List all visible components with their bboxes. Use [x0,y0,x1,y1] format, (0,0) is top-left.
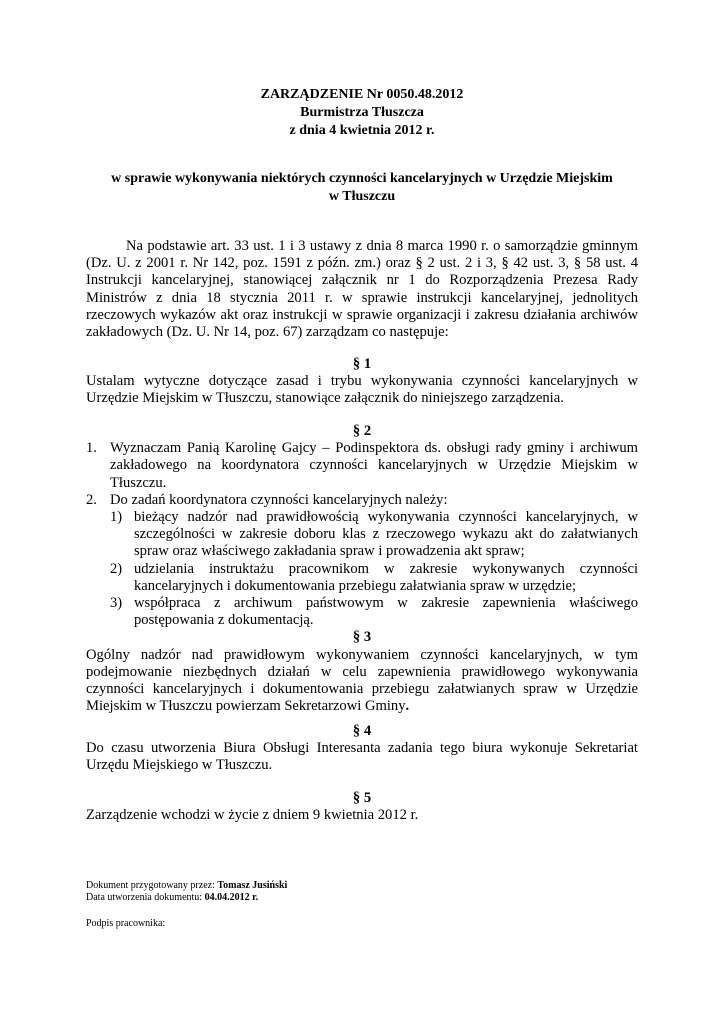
section-2-heading: § 2 [352,423,372,439]
section-5-text: Zarządzenie wchodzi w życie z dniem 9 kwietnia 2012 r. [86,807,419,824]
title-line-3: z dnia 4 kwietnia 2012 r. [289,123,435,138]
section-3-heading: § 3 [352,629,372,646]
prepared-by-label: Dokument przygotowany przez: [86,880,218,891]
section-3-text [86,647,638,716]
list-item-number: 2. [86,491,97,508]
document-footer [86,880,638,930]
document-subject [86,170,638,206]
created-date-line [86,892,638,904]
section-2 [86,423,638,715]
created-date-value: 04.04.2012 r. [204,892,259,903]
created-date-label: Data utworzenia dokumentu: [86,892,205,903]
section-1-text: Ustalam wytyczne dotyczące zasad i trybu wykonywania czynności kancelaryjnych w Urzędzie Miejskim w Tłuszczu, stanowiące załącznik do niniejszego zarządzenia. [86,373,638,407]
sub-list-item [110,595,638,629]
list-item-text: Wyznaczam Panią Karolinę Gajcy – Podinspektora ds. obsługi rady gminy i archiwum zakładowego na koordynatora czynności kancelaryjnych w Urzędzie Miejskim w Tłuszczu. [110,440,638,491]
document-title [0,86,724,140]
sub-list-item-text: bieżący nadzór nad prawidłowością wykonywania czynności kancelaryjnych, w szczególności w zakresie doboru klas z rzeczowego wykazu akt do załatwianych spraw oraz właściwego zakładania spraw i prowadzenia akt spraw; [134,509,638,560]
section-3-body: Ogólny nadzór nad prawidłowym wykonywaniem czynności kancelaryjnych, w tym podejmowanie niezbędnych działań w celu zapewnienia prawidłowego wykonywania czynności kancelaryjnych i dokumentowania przebiegu załatwianych spraw w Urzędzie Miejskim w Tłuszczu powierzam Sekretarzowi Gminy [86,646,638,715]
signature-label: Podpis pracownika: [86,918,166,929]
sub-list-item-number: 2) [110,560,123,577]
sub-list-item-text: udzielania instruktażu pracownikom w zakresie wykonywanych czynności kancelaryjnych i dokumentowania przebiegu załatwiania spraw w urzędzie; [134,560,638,594]
sub-list-item-number: 1) [110,509,123,526]
subject-line-2: w Tłuszczu [328,189,396,204]
list-item [86,492,638,509]
section-4-text: Do czasu utworzenia Biura Obsługi Interesanta zadania tego biura wykonuje Sekretariat Urzędu Miejskiego w Tłuszczu. [86,740,638,774]
section-5-heading: § 5 [352,790,372,806]
section-3-end: . [405,698,410,715]
sub-list-item-text: współpraca z archiwum państwowym w zakresie zapewnienia właściwego postępowania z dokumentacją. [134,595,638,629]
section-4-heading: § 4 [352,723,372,739]
list-item-text: Do zadań koordynatora czynności kancelaryjnych należy: [110,491,448,508]
section-1 [86,356,638,408]
title-line-1: ZARZĄDZENIE Nr 0050.48.2012 [260,87,464,102]
sub-list-item [110,509,638,561]
subject-line-1: w sprawie wykonywania niektórych czynności kancelaryjnych w Urzędzie Miejskim [111,171,613,186]
section-5 [86,790,638,824]
section-4 [86,723,638,775]
sub-list-item-number: 3) [110,595,123,612]
sub-list-item [110,561,638,595]
legal-basis-paragraph: Na podstawie art. 33 ust. 1 i 3 ustawy z dnia 8 marca 1990 r. o samorządzie gminnym (Dz. U. z 2001 r. Nr 142, poz. 1591 z późn. zm.) oraz § 2 ust. 2 i 3, § 42 ust. 3, § 58 ust. 4 Instrukcji kancelaryjnej, stanowiącej załącznik nr 1 do Rozporządzenia Prezesa Rady Ministrów z dnia 18 stycznia 2011 r. w sprawie instrukcji kancelaryjnej, jednolitych rzeczowych wykazów akt oraz instrukcji w sprawie organizacji i zakresu działania archiwów zakładowych (Dz. U. Nr 14, poz. 67) zarządzam co następuje: [86,238,638,341]
list-item-number: 1. [86,440,97,457]
section-1-heading: § 1 [352,356,372,372]
prepared-by-line [86,880,638,892]
title-line-2: Burmistrza Tłuszcza [300,105,424,120]
list-item [86,440,638,492]
prepared-by-name: Tomasz Jusiński [217,880,288,891]
